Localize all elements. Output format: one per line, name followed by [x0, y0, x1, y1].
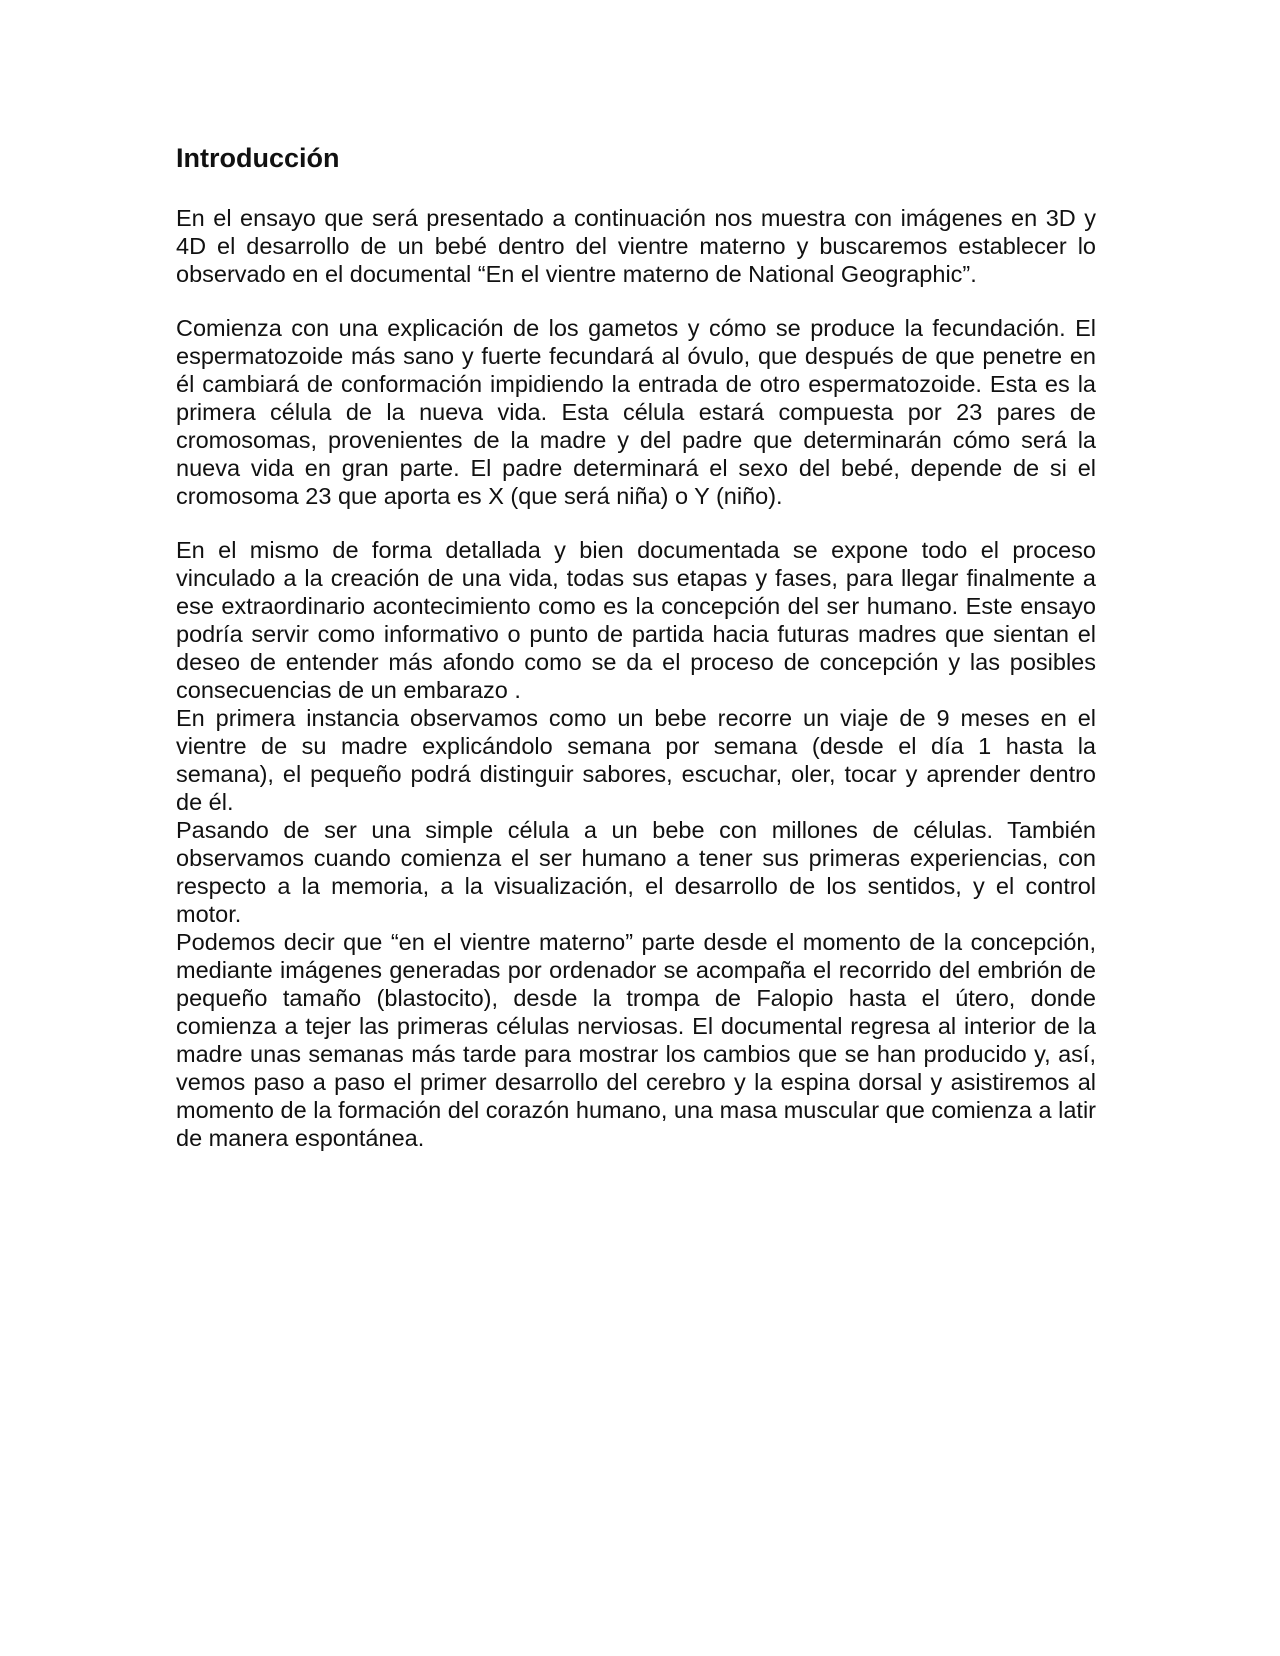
page-title: Introducción — [176, 143, 340, 173]
paragraph-concepcion: Podemos decir que “en el vientre materno” parte desde el momento de la concepción, mediante imágenes generadas por ordenador se acompaña el recorrido del embrión de pequeño tamaño (blastocito), desde la trompa de Falopio hasta el útero, donde comienza a tejer las primeras células nerviosas. El documental regresa al interior de la madre unas semanas más tarde para mostrar los cambios que se han producido y, así, vemos paso a paso el primer desarrollo del cerebro y la espina dorsal y asistiremos al momento de la formación del corazón humano, una masa muscular que comienza a latir de manera espontánea. — [176, 929, 1096, 1152]
paragraph-celulas: Pasando de ser una simple célula a un bebe con millones de células. También observamos cuando comienza el ser humano a tener sus primeras experiencias, con respecto a la memoria, a la visualización, el desarrollo de los sentidos, y el control motor. — [176, 817, 1096, 928]
paragraph-fecundacion: Comienza con una explicación de los gametos y cómo se produce la fecundación. El espermatozoide más sano y fuerte fecundará al óvulo, que después de que penetre en él cambiará de conformación impidiendo la entrada de otro espermatozoide. Esta es la primera célula de la nueva vida. Esta célula estará compuesta por 23 pares de cromosomas, provenientes de la madre y del padre que determinarán cómo será la nueva vida en gran parte. El padre determinará el sexo del bebé, depende de si el cromosoma 23 que aporta es X (que será niña) o Y (niño). — [176, 315, 1096, 510]
paragraph-viaje: En primera instancia observamos como un bebe recorre un viaje de 9 meses en el vientre de su madre explicándolo semana por semana (desde el día 1 hasta la semana), el pequeño podrá distinguir sabores, escuchar, oler, tocar y aprender dentro de él. — [176, 705, 1096, 816]
paragraph-proceso: En el mismo de forma detallada y bien documentada se expone todo el proceso vinculado a la creación de una vida, todas sus etapas y fases, para llegar finalmente a ese extraordinario acontecimiento como es la concepción del ser humano. Este ensayo podría servir como informativo o punto de partida hacia futuras madres que sientan el deseo de entender más afondo como se da el proceso de concepción y las posibles consecuencias de un embarazo . — [176, 537, 1096, 704]
paragraph-intro: En el ensayo que será presentado a continuación nos muestra con imágenes en 3D y 4D el desarrollo de un bebé dentro del vientre materno y buscaremos establecer lo observado en el documental “En el vientre materno de National Geographic”. — [176, 205, 1096, 288]
document-body — [176, 142, 1096, 1152]
